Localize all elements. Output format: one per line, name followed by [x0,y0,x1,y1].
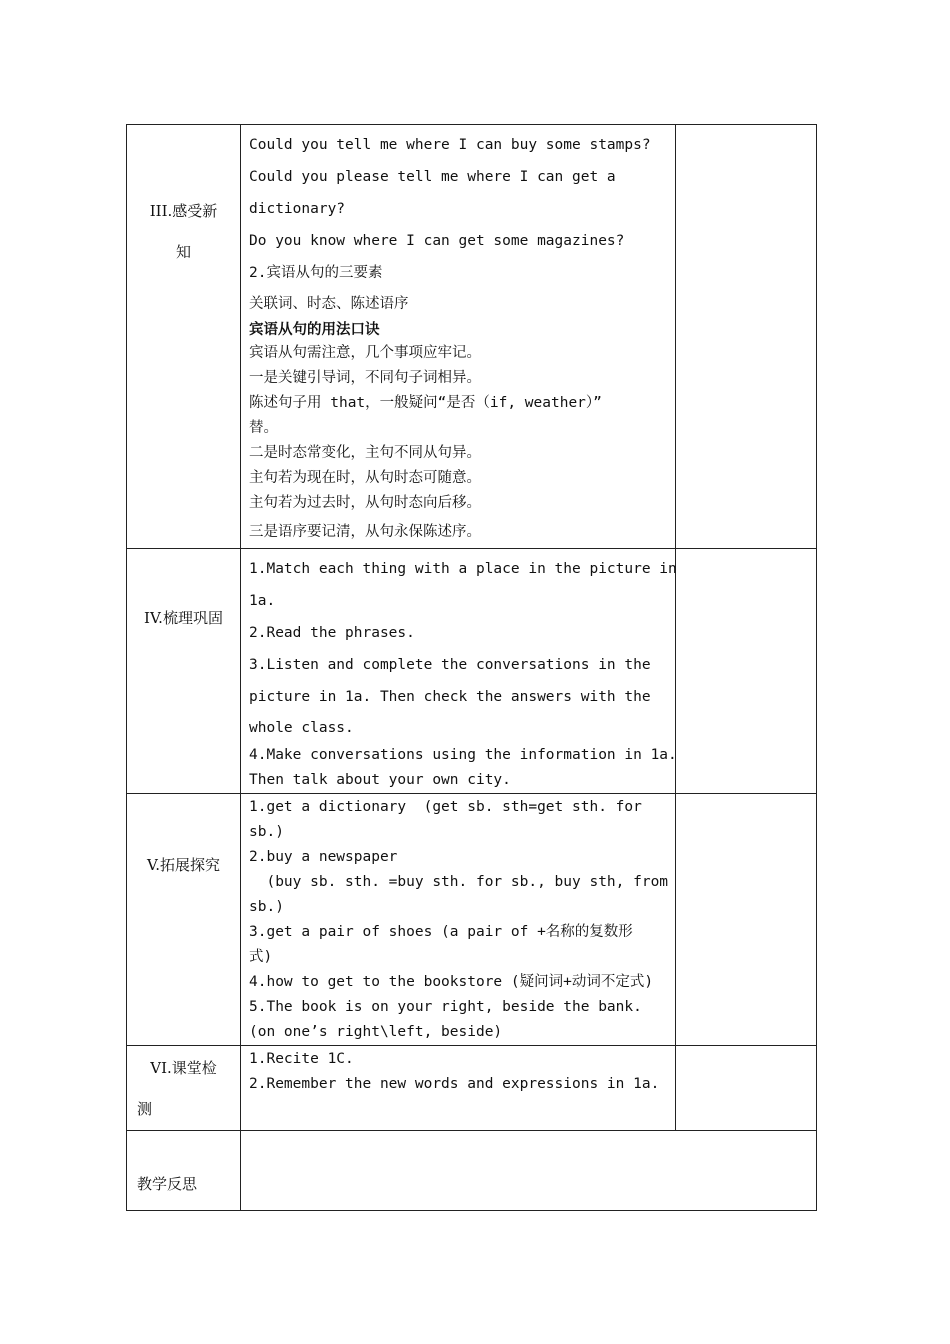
content-line: 1.get a dictionary (get sb. sth=get sth. for [249,799,642,815]
content-cell [241,794,676,1046]
notes-cell [676,794,817,1046]
row-label: V.拓展探究 [147,856,220,874]
row-label: 测 [137,1100,153,1118]
row-label-cell [127,794,241,1046]
notes-cell [676,1046,817,1131]
content-line: Do you know where I can get some magazines? [249,233,625,249]
content-line: 三是语序要记清，从句永保陈述序。 [249,524,481,540]
content-line: 3.Listen and complete the conversations in the [249,657,651,673]
content-line: Then talk about your own city. [249,772,511,788]
row-label-cell [127,549,241,794]
table-row-vi [127,1046,817,1131]
content-line: (on one’s right\left, beside) [249,1024,503,1040]
lesson-plan-table [126,124,817,1211]
content-line: 式) [249,949,273,965]
content-line: 1.Match each thing with a place in the picture in [249,561,677,577]
row-label-cell [127,1046,241,1131]
content-heading: 宾语从句的用法口诀 [249,322,380,338]
content-line: 替。 [249,420,278,436]
content-line: Could you please tell me where I can get a [249,169,616,185]
table-row-v [127,794,817,1046]
content-line: 陈述句子用 that，一般疑问“是否（if, weather）” [249,395,602,411]
content-line: 一是关键引导词，不同句子词相异。 [249,370,481,386]
content-line: 5.The book is on your right, beside the bank. [249,999,642,1015]
content-line: whole class. [249,720,354,736]
content-line: (buy sb. sth. =buy sth. for sb., buy sth, from [249,874,669,890]
row-label-cell [127,1131,241,1211]
row-label: IV.梳理巩固 [144,609,223,627]
row-label: 教学反思 [137,1175,198,1193]
content-line: 主句若为现在时，从句时态可随意。 [249,470,481,486]
content-line: 关联词、时态、陈述语序 [249,296,409,312]
content-line: 1.Recite 1C. [249,1051,354,1067]
content-line: 1a. [249,593,276,609]
content-line: Could you tell me where I can buy some stamps? [249,137,651,153]
content-line: 主句若为过去时，从句时态向后移。 [249,495,481,511]
content-line: sb.) [249,899,284,915]
table-row-reflection [127,1131,817,1211]
content-line: sb.) [249,824,284,840]
content-line: picture in 1a. Then check the answers with the [249,689,651,705]
content-line: 二是时态常变化，主句不同从句异。 [249,445,481,461]
reflection-cell [241,1131,817,1211]
content-cell [241,549,676,794]
content-cell [241,125,676,549]
table-row-iii [127,125,817,549]
content-line: 3.get a pair of shoes (a pair of +名称的复数形 [249,924,633,940]
content-line: 2.Remember the new words and expressions in 1a. [249,1076,660,1092]
notes-cell [676,125,817,549]
content-line: 2.buy a newspaper [249,849,398,865]
row-label-cell [127,125,241,549]
table-row-iv [127,549,817,794]
row-label: 知 [175,243,191,261]
content-line: 宾语从句需注意，几个事项应牢记。 [249,345,481,361]
content-line: 4.Make conversations using the information in 1a. [249,747,677,763]
notes-cell [676,549,817,794]
row-label: VI.课堂检 [150,1059,217,1077]
content-line: 4.how to get to the bookstore (疑问词+动词不定式) [249,974,654,990]
row-label: III.感受新 [149,202,218,220]
content-line: 2.Read the phrases. [249,625,415,641]
content-line: dictionary? [249,201,346,217]
content-cell [241,1046,676,1131]
content-line: 2.宾语从句的三要素 [249,265,383,281]
